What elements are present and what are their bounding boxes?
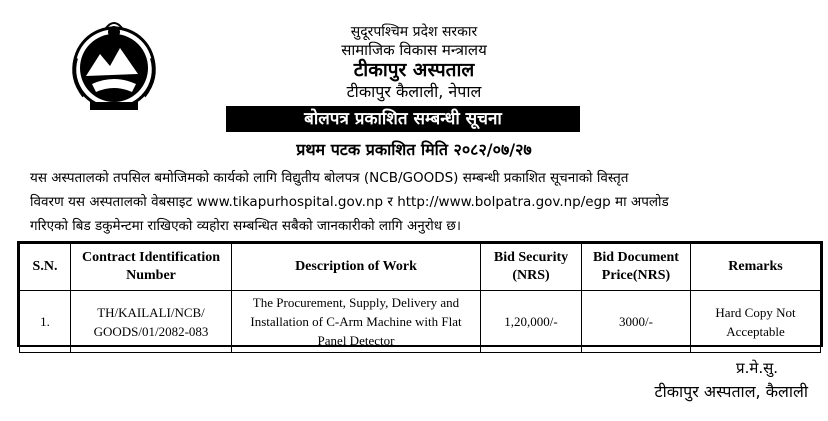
cell-bid-security: 1,20,000/- [481, 291, 582, 353]
ministry-name: सामाजिक विकास मन्त्रालय [341, 41, 487, 59]
cell-document-price: 3000/- [582, 291, 691, 353]
hospital-name: टीकापुर अस्पताल [353, 59, 475, 81]
header-contract-id: Contract Identification Number [71, 244, 232, 291]
cell-sn: 1. [20, 291, 71, 353]
published-date: प्रथम पटक प्रकाशित मिति २०८२/०७/२७ [296, 140, 532, 159]
signatory-office: टीकापुर अस्पताल, कैलाली [654, 382, 808, 401]
notice-title-banner: बोलपत्र प्रकाशित सम्बन्धी सूचना [226, 106, 580, 132]
cell-contract-id: TH/KAILALI/NCB/ GOODS/01/2082-083 [71, 291, 232, 353]
cell-remarks: Hard Copy Not Acceptable [691, 291, 821, 353]
header-description: Description of Work [232, 244, 481, 291]
notice-body [30, 166, 800, 238]
signatory-title: प्र.मे.सु. [736, 359, 778, 377]
header-remarks: Remarks [691, 244, 821, 291]
header-document-price: Bid Document Price(NRS) [582, 244, 691, 291]
table-row [20, 291, 821, 353]
hospital-address: टीकापुर कैलाली, नेपाल [346, 82, 482, 101]
cell-description: The Procurement, Supply, Delivery and Installation of C-Arm Machine with Flat Panel Detector [232, 291, 481, 353]
notice-body-line: विवरण यस अस्पतालको वेबसाइट www.tikapurhospital.gov.np र http://www.bolpatra.gov.np/egp मा अपलोड [30, 194, 669, 210]
notice-body-line: यस अस्पतालको तपसिल बमोजिमको कार्यको लागि विद्युतीय बोलपत्र (NCB/GOODS) सम्बन्धी प्रकाशित सूचनाको विस्तृत [30, 170, 629, 186]
bid-table [17, 241, 823, 347]
province-government: सुदूरपश्चिम प्रदेश सरकार [350, 24, 478, 40]
table-header-row [20, 244, 821, 291]
header-bid-security: Bid Security (NRS) [481, 244, 582, 291]
header-sn: S.N. [20, 244, 71, 291]
notice-body-line: गरिएको बिड डकुमेन्टमा राखिएको व्यहोरा सम्बन्धित सबैको जानकारीको लागि अनुरोध छ। [30, 218, 461, 234]
